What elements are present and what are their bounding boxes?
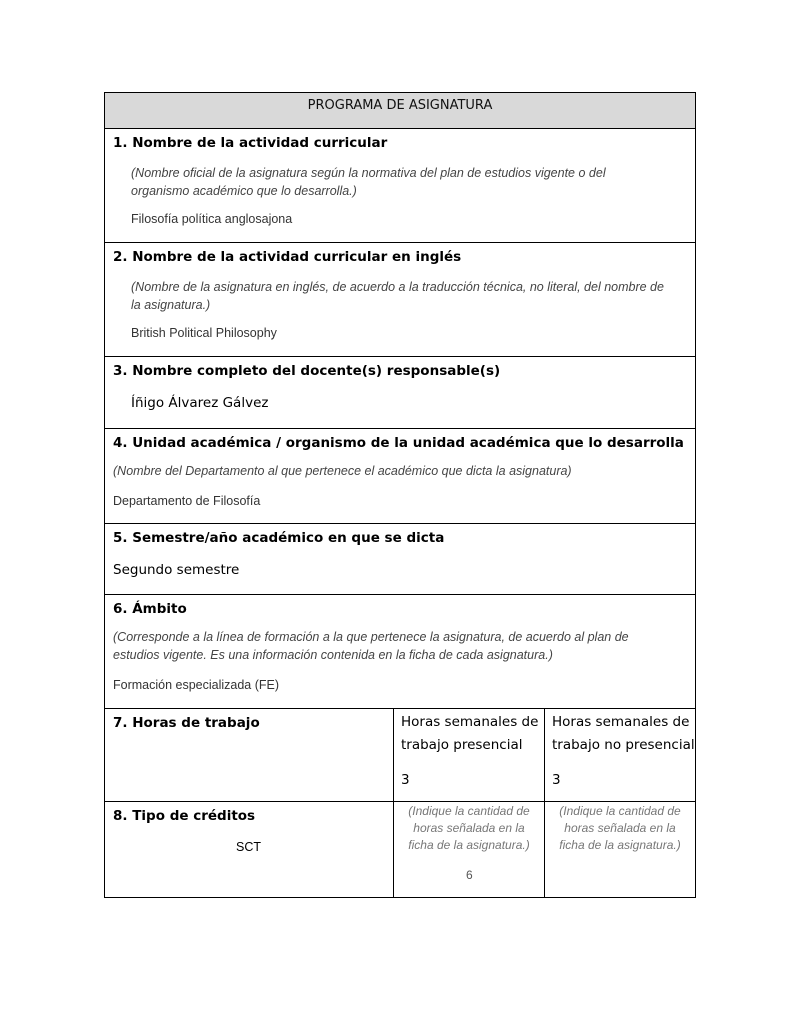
section-4-academic-unit	[105, 429, 695, 524]
remote-hours-value: 3	[552, 772, 561, 788]
credit-hint-1: (Indique la cantidad de horas señalada en la ficha de la asignatura.)	[408, 804, 530, 852]
section-4-title: 4. Unidad académica / organismo de la unidad académica que lo desarrolla	[113, 435, 684, 451]
section-2-value: British Political Philosophy	[131, 326, 277, 340]
section-5-title: 5. Semestre/año académico en que se dicta	[113, 530, 445, 546]
in-person-hours-label-line2: trabajo presencial	[401, 737, 523, 753]
section-2-title: 2. Nombre de la actividad curricular en inglés	[113, 249, 462, 265]
form-title: PROGRAMA DE ASIGNATURA	[307, 98, 493, 113]
in-person-hours-label-line1: Horas semanales de	[401, 714, 539, 730]
section-7-work-hours	[105, 709, 695, 802]
remote-hours-label-line2: trabajo no presencial	[552, 737, 695, 753]
section-3-title: 3. Nombre completo del docente(s) responsable(s)	[113, 363, 501, 379]
page-number: 6	[466, 868, 473, 882]
in-person-hours-cell	[393, 709, 544, 801]
section-2-hint: (Nombre de la asignatura en inglés, de acuerdo a la traducción técnica, no literal, del nombre de la asignatura.)	[131, 280, 664, 312]
section-1-value: Filosofía política anglosajona	[131, 212, 293, 226]
section-8-value: SCT	[236, 840, 261, 854]
section-8-title: 8. Tipo de créditos	[113, 808, 256, 824]
remote-hours-cell	[544, 709, 695, 801]
section-6-value: Formación especializada (FE)	[113, 678, 280, 692]
section-1-title: 1. Nombre de la actividad curricular	[113, 135, 388, 151]
section-7-title: 7. Horas de trabajo	[113, 715, 260, 731]
remote-hours-label-line1: Horas semanales de	[552, 714, 690, 730]
section-6-hint: (Corresponde a la línea de formación a la que pertenece la asignatura, de acuerdo al plan de estudios vigente. Es una información contenida en la ficha de cada asignatura.)	[113, 630, 629, 662]
section-4-hint: (Nombre del Departamento al que pertenece el académico que dicta la asignatura)	[113, 464, 572, 478]
section-8-credit-type	[105, 802, 695, 897]
section-1-hint: (Nombre oficial de la asignatura según la normativa del plan de estudios vigente o del organismo académico que lo desarrolla.)	[131, 166, 606, 198]
section-3-value: Íñigo Álvarez Gálvez	[131, 395, 269, 411]
section-5-semester	[105, 524, 695, 595]
section-6-title: 6. Ámbito	[113, 601, 187, 617]
section-3-instructor	[105, 357, 695, 429]
section-5-value: Segundo semestre	[113, 562, 240, 578]
in-person-hours-value: 3	[401, 772, 410, 788]
section-2-english-name	[105, 243, 695, 357]
section-4-value: Departamento de Filosofía	[113, 494, 261, 508]
credit-hint-2: (Indique la cantidad de horas señalada en la ficha de la asignatura.)	[559, 804, 681, 852]
credit-hint-cell-1	[393, 802, 544, 897]
course-program-form	[104, 92, 696, 898]
form-header	[105, 93, 695, 129]
section-6-scope	[105, 595, 695, 709]
credit-hint-cell-2	[544, 802, 695, 897]
section-1-course-name	[105, 129, 695, 243]
